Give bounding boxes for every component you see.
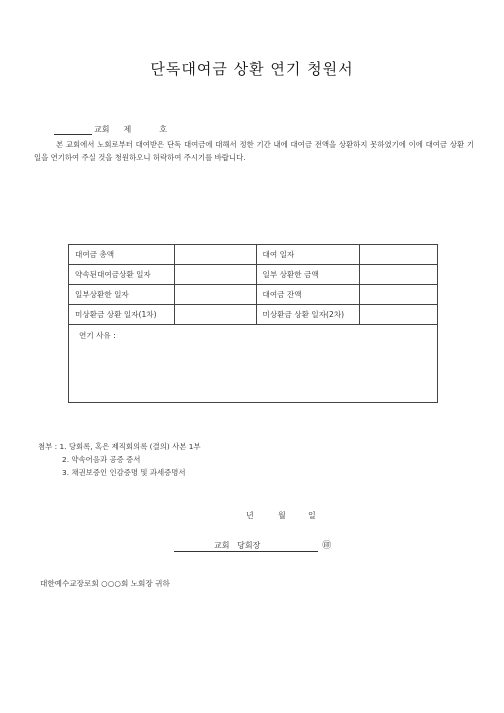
table-row	[69, 305, 438, 325]
date-year: 년	[246, 511, 254, 520]
label-total-amount: 대여금 총액	[69, 245, 175, 265]
label-loan-date: 대여 일자	[256, 245, 360, 265]
value-promised-repay-date	[174, 265, 256, 285]
table-row	[69, 285, 438, 305]
petition-body: 본 교회에서 노회로부터 대여받은 단독 대여금에 대해서 정한 기간 내에 대여금 전액을 상환하지 못하였기에 이에 대여금 상환 기일을 연기하여 주실 것을 청원하오니 허락하여 주시기를 바랍니다.	[34, 140, 474, 162]
signature-church: 교회	[214, 541, 230, 550]
church-suffix: 교회	[94, 125, 110, 134]
date-month: 월	[278, 511, 286, 520]
attachment-item: 3. 채권보증인 인감증명 및 과세증명서	[62, 468, 186, 477]
document-title: 단독대여금 상환 연기 청원서	[150, 60, 354, 78]
table-row	[69, 325, 438, 403]
table-row	[69, 245, 438, 265]
date-day: 일	[308, 511, 316, 520]
church-name-blank	[174, 551, 214, 552]
signature-blank	[260, 551, 318, 552]
value-total-amount	[174, 245, 256, 265]
label-loan-balance: 대여금 잔액	[256, 285, 360, 305]
reason-cell	[69, 325, 438, 403]
value-loan-date	[360, 245, 438, 265]
seal-mark: ㊞	[322, 541, 332, 551]
attachments-prefix: 첨부 :	[38, 442, 58, 451]
value-unpaid-date-2	[360, 305, 438, 325]
attachment-item: 1. 당회록, 혹은 제직회의록 (결의) 사본 1부	[59, 442, 201, 451]
label-partial-repaid-amount: 일부 상환한 금액	[256, 265, 360, 285]
reason-label: 연기 사유 :	[79, 331, 116, 340]
number-unit: 호	[159, 125, 167, 134]
table-row	[69, 265, 438, 285]
loan-info-table	[68, 244, 438, 403]
label-partial-repay-date: 일부상환한 일자	[69, 285, 175, 305]
value-unpaid-date-1	[174, 305, 256, 325]
label-unpaid-date-2: 미상환금 상환 일자(2차)	[256, 305, 360, 325]
attachment-item: 2. 약속어음과 공증 증서	[62, 455, 141, 464]
addressee: 대한예수교장로회 ○○○회 노회장 귀하	[40, 579, 170, 588]
signature-line	[174, 538, 331, 552]
attachments	[38, 440, 201, 479]
number-label: 제	[123, 125, 132, 134]
value-loan-balance	[360, 285, 438, 305]
church-name-blank	[54, 134, 92, 135]
church-number-line	[54, 124, 167, 135]
value-partial-repaid-amount	[360, 265, 438, 285]
signature-role: 당회장	[237, 541, 261, 550]
label-unpaid-date-1: 미상환금 상환 일자(1차)	[69, 305, 175, 325]
value-partial-repay-date	[174, 285, 256, 305]
date-line	[246, 510, 316, 521]
label-promised-repay-date: 약속된대여금상환 일자	[69, 265, 175, 285]
